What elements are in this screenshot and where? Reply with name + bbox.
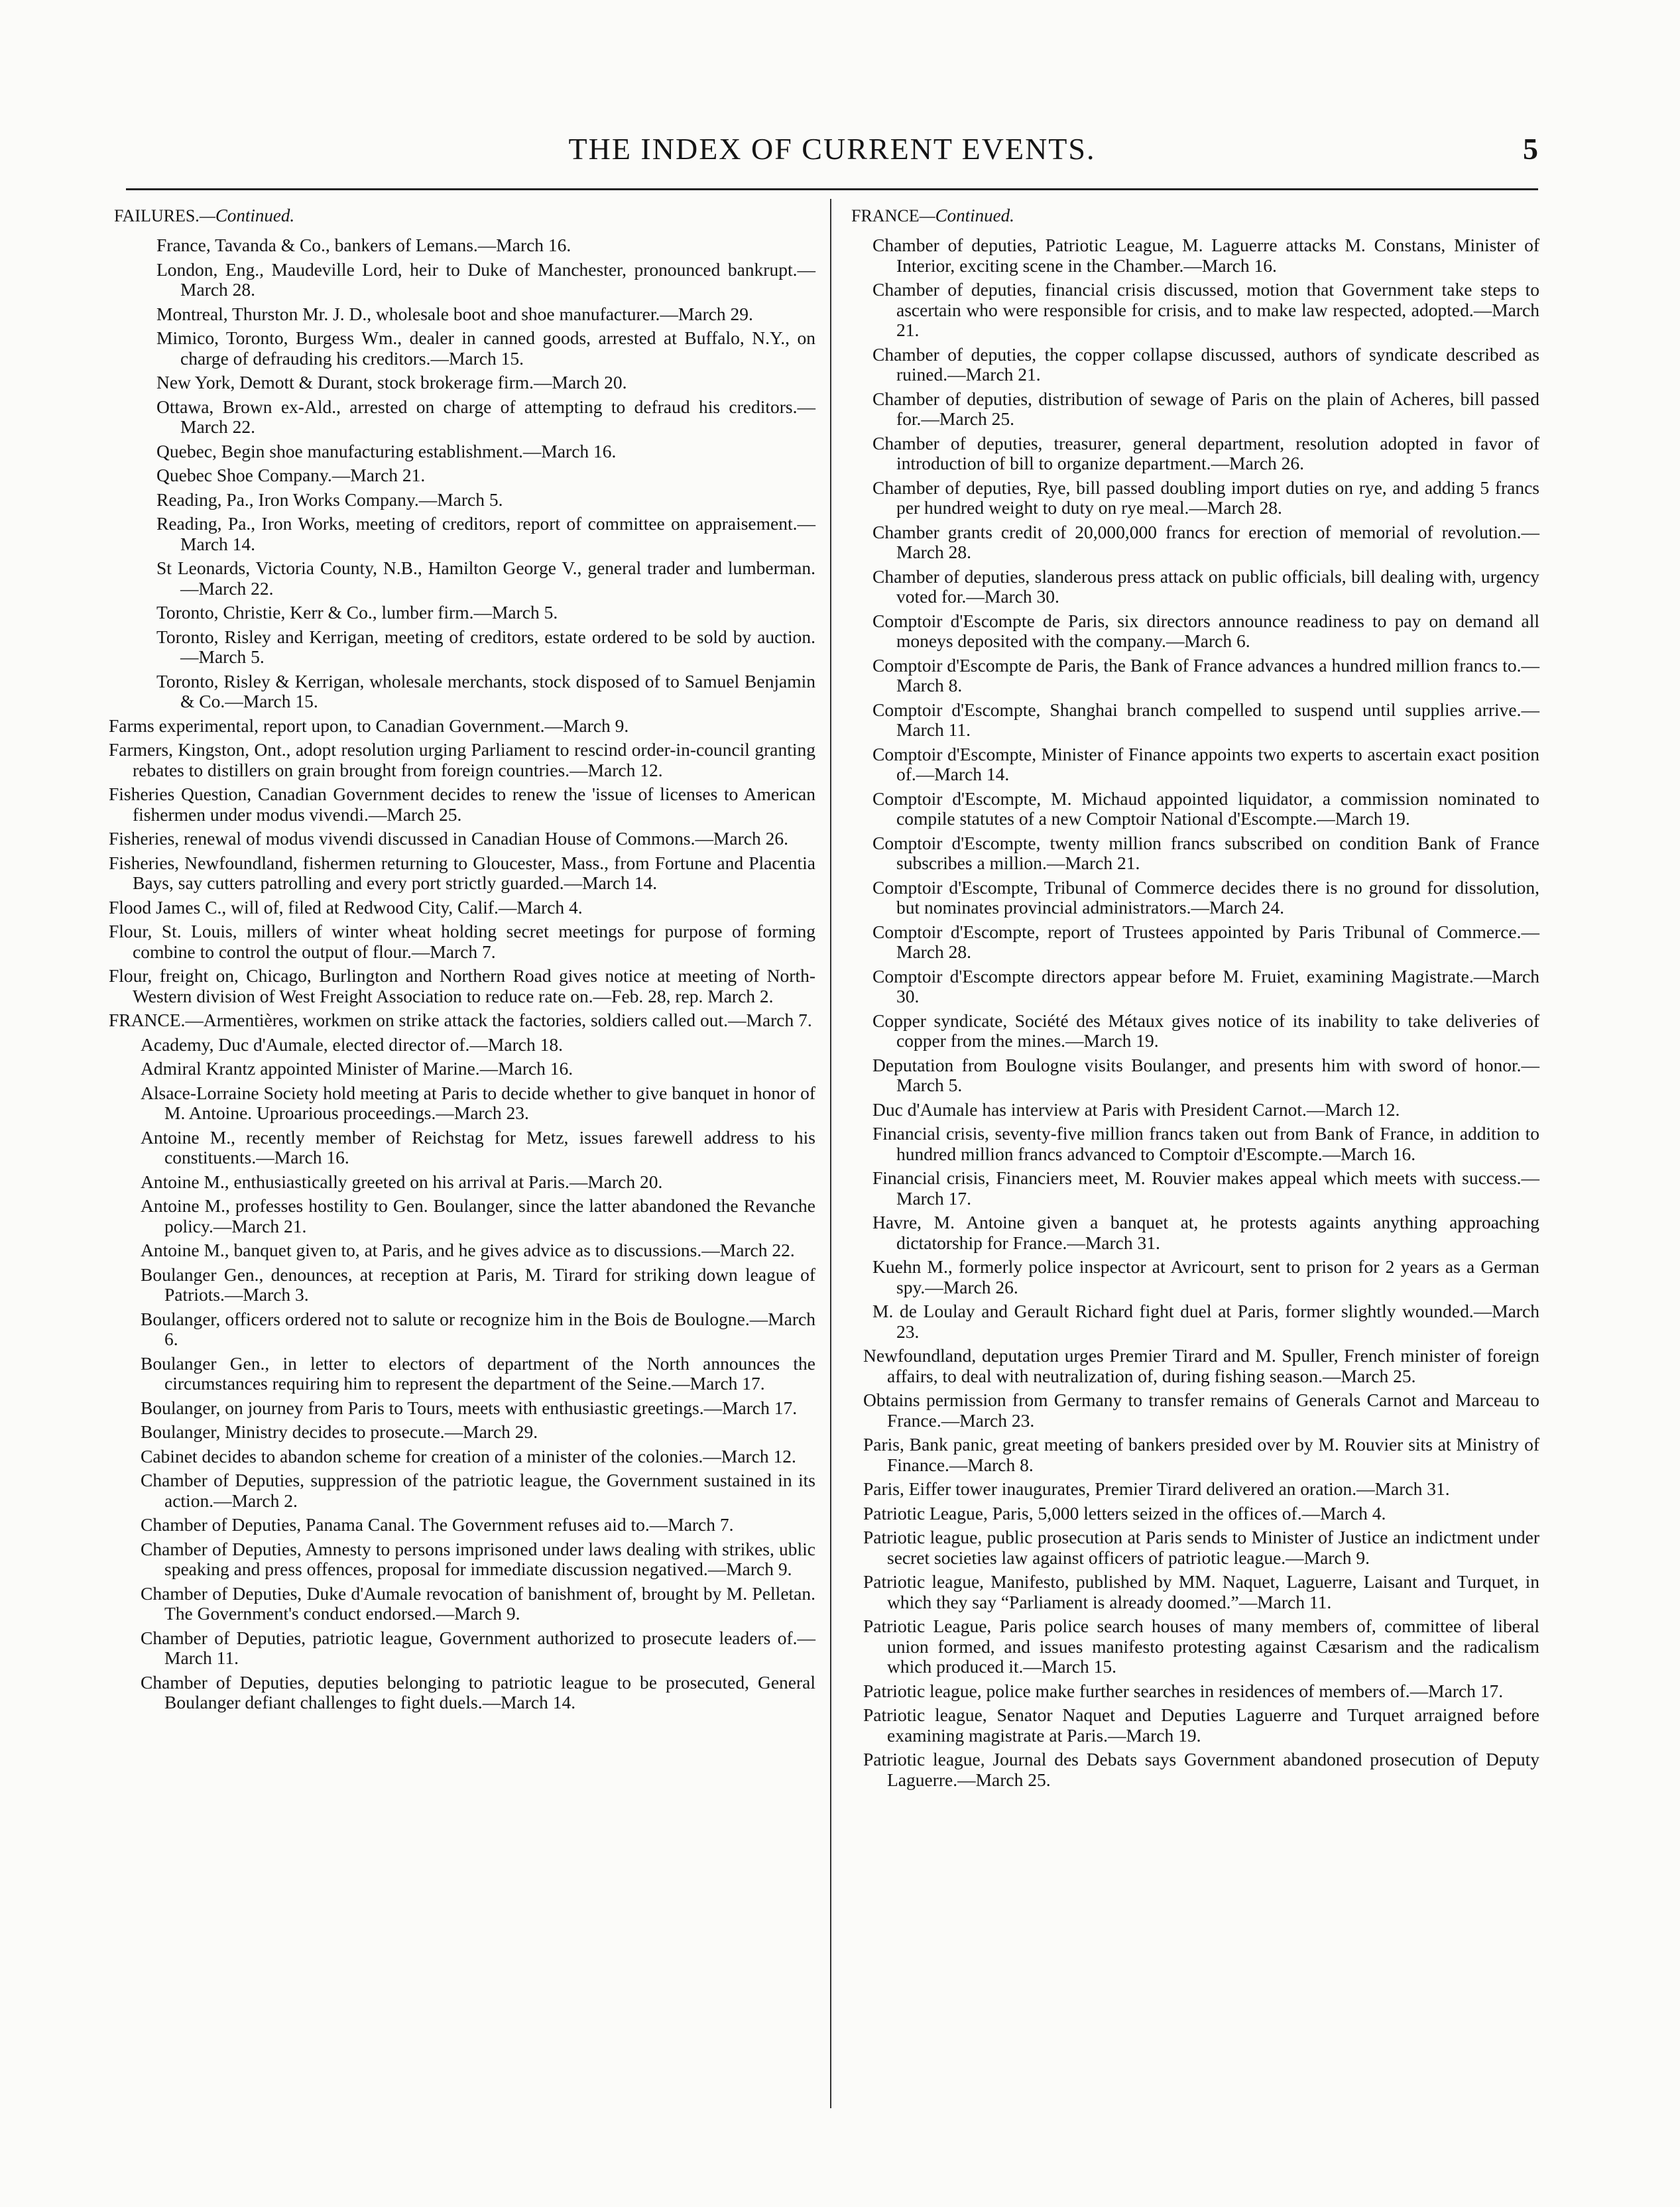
index-entry: Cabinet decides to abandon scheme for creation of a minister of the colonies.—March 12. bbox=[141, 1445, 796, 1466]
right-heading-label: FRANCE bbox=[851, 206, 920, 225]
index-entry: Ottawa, Brown ex-Ald., arrested on charge of attempting to defraud his creditors.—March 22. bbox=[156, 396, 815, 437]
index-entry: Newfoundland, deputation urges Premier Tirard and M. Spuller, French minister of foreign affairs, to deal with neutralization of, during fishing season.—March 25. bbox=[863, 1345, 1539, 1386]
page-number: 5 bbox=[1523, 132, 1538, 166]
index-entry: Chamber of Deputies, patriotic league, Government authorized to prosecute leaders of.—March 11. bbox=[141, 1627, 815, 1668]
index-entry: Duc d'Aumale has interview at Paris with President Carnot.—March 12. bbox=[872, 1099, 1400, 1120]
index-entry: Comptoir d'Escompte directors appear before M. Fruiet, examining Magistrate.—March 30. bbox=[872, 965, 1539, 1006]
index-entry: Toronto, Risley & Kerrigan, wholesale merchants, stock disposed of to Samuel Benjamin & Co.—March 15. bbox=[156, 670, 815, 711]
index-entry: Comptoir d'Escompte, Tribunal of Commerce decides there is no ground for dissolution, but nominates provincial administrators.—March 24. bbox=[872, 876, 1539, 918]
index-entry: Deputation from Boulogne visits Boulanger, and presents him with sword of honor.—March 5. bbox=[872, 1054, 1539, 1095]
right-column-heading bbox=[851, 204, 1539, 227]
index-entry: Copper syndicate, Société des Métaux gives notice of its inability to take deliveries of copper from the mines.—March 19. bbox=[872, 1010, 1539, 1051]
index-entry: Antoine M., recently member of Reichstag for Metz, issues farewell address to his constituents.—March 16. bbox=[141, 1126, 815, 1167]
index-entry: Academy, Duc d'Aumale, elected director of.—March 18. bbox=[141, 1034, 563, 1055]
left-entry-list bbox=[99, 235, 815, 1713]
index-entry: Patriotic league, Manifesto, published by MM. Naquet, Laguerre, Laisant and Turquet, in which they say “Parliament is already doomed.”—March 11. bbox=[863, 1571, 1539, 1612]
index-entry: Chamber of Deputies, suppression of the patriotic league, the Government sustained in its action.—March 2. bbox=[141, 1470, 815, 1511]
index-entry: Patriotic league, Journal des Debats says Government abandoned prosecution of Deputy Laguerre.—March 25. bbox=[863, 1749, 1539, 1790]
index-entry: Mimico, Toronto, Burgess Wm., dealer in canned goods, arrested at Buffalo, N.Y., on charge of defrauding his creditors.—March 15. bbox=[156, 328, 815, 369]
index-entry: Comptoir d'Escompte, twenty million francs subscribed on condition Bank of France subscribes a million.—March 21. bbox=[872, 832, 1539, 873]
index-entry: Boulanger, officers ordered not to salute or recognize him in the Bois de Boulogne.—March 6. bbox=[141, 1308, 815, 1349]
index-entry: Admiral Krantz appointed Minister of Marine.—March 16. bbox=[141, 1058, 573, 1079]
index-entry: Chamber of deputies, treasurer, general department, resolution adopted in favor of introduction of bill to organize department.—March 26. bbox=[872, 432, 1539, 473]
index-entry: France, Tavanda & Co., bankers of Lemans.—March 16. bbox=[156, 235, 571, 255]
left-column bbox=[99, 204, 815, 1717]
index-entry: Comptoir d'Escompte, M. Michaud appointed liquidator, a commission nominated to compile statutes of a new Comptoir National d'Escompte.—March 19. bbox=[872, 788, 1539, 829]
left-heading-continued: —Continued. bbox=[199, 206, 295, 225]
index-entry: Paris, Eiffer tower inaugurates, Premier Tirard delivered an oration.—March 31. bbox=[863, 1478, 1450, 1499]
page-header bbox=[126, 131, 1538, 178]
index-entry: New York, Demott & Durant, stock brokerage firm.—March 20. bbox=[156, 372, 627, 392]
index-entry: Antoine M., professes hostility to Gen. Boulanger, since the latter abandoned the Revanche policy.—March 21. bbox=[141, 1195, 815, 1236]
index-entry: Comptoir d'Escompte, Shanghai branch compelled to suspend until supplies arrive.—March 11. bbox=[872, 699, 1539, 740]
index-entry: Flour, freight on, Chicago, Burlington and Northern Road gives notice at meeting of North-Western division of West Freight Association to reduce rate on.—Feb. 28, rep. March 2. bbox=[109, 965, 815, 1006]
index-entry: Quebec Shoe Company.—March 21. bbox=[156, 465, 426, 485]
index-entry: Chamber of Deputies, Amnesty to persons imprisoned under laws dealing with strikes, ublic speaking and press offences, proposal for immediate discussion negatived.—March 9. bbox=[141, 1538, 815, 1579]
column-divider bbox=[830, 199, 831, 2108]
index-entry: Financial crisis, seventy-five million francs taken out from Bank of France, in addition to hundred million francs advanced to Comptoir d'Escompte.—March 16. bbox=[872, 1123, 1539, 1164]
index-entry: Reading, Pa., Iron Works, meeting of creditors, report of committee on appraisement.—March 14. bbox=[156, 513, 815, 554]
index-entry: Chamber of deputies, distribution of sewage of Paris on the plain of Acheres, bill passed for.—March 25. bbox=[872, 388, 1539, 429]
index-entry: Financial crisis, Financiers meet, M. Rouvier makes appeal which meets with success.—March 17. bbox=[872, 1167, 1539, 1209]
index-entry: Chamber of deputies, financial crisis discussed, motion that Government take steps to ascertain who were responsible for crisis, and to make law respected, adopted.—March 21. bbox=[872, 279, 1539, 340]
index-entry: St Leonards, Victoria County, N.B., Hamilton George V., general trader and lumberman.—March 22. bbox=[156, 558, 815, 599]
index-entry: Chamber of deputies, the copper collapse discussed, authors of syndicate described as ruined.—March 21. bbox=[872, 343, 1539, 385]
index-entry: Chamber of deputies, Patriotic League, M. Laguerre attacks M. Constans, Minister of Interior, exciting scene in the Chamber.—March 16. bbox=[872, 235, 1539, 276]
index-entry: Obtains permission from Germany to transfer remains of Generals Carnot and Marceau to France.—March 23. bbox=[863, 1390, 1539, 1431]
index-entry: Quebec, Begin shoe manufacturing establishment.—March 16. bbox=[156, 440, 617, 461]
left-column-heading bbox=[114, 204, 815, 227]
index-entry: Farmers, Kingston, Ont., adopt resolution urging Parliament to rescind order-in-council granting rebates to distillers on grain brought from foreign countries.—March 12. bbox=[109, 739, 815, 780]
right-heading-continued: —Continued. bbox=[919, 206, 1014, 225]
page-title: THE INDEX OF CURRENT EVENTS. bbox=[568, 132, 1096, 166]
index-entry: Chamber of Deputies, Panama Canal. The Government refuses aid to.—March 7. bbox=[141, 1514, 734, 1535]
index-entry: Farms experimental, report upon, to Canadian Government.—March 9. bbox=[109, 715, 629, 736]
index-entry: Chamber grants credit of 20,000,000 francs for erection of memorial of revolution.—March 28. bbox=[872, 521, 1539, 562]
index-entry: Toronto, Christie, Kerr & Co., lumber firm.—March 5. bbox=[156, 602, 558, 623]
index-entry: Boulanger Gen., denounces, at reception at Paris, M. Tirard for striking down league of Patriots.—March 3. bbox=[141, 1264, 815, 1305]
index-entry: Boulanger, on journey from Paris to Tours, meets with enthusiastic greetings.—March 17. bbox=[141, 1397, 798, 1418]
index-entry: Comptoir d'Escompte, Minister of Finance appoints two experts to ascertain exact position of.—March 14. bbox=[872, 743, 1539, 784]
right-entry-list bbox=[837, 235, 1539, 1790]
header-rule bbox=[126, 188, 1538, 190]
index-entry: Boulanger, Ministry decides to prosecute.—March 29. bbox=[141, 1421, 538, 1442]
index-entry: Comptoir d'Escompte de Paris, the Bank of France advances a hundred million francs to.—March 8. bbox=[872, 654, 1539, 695]
index-entry: M. de Loulay and Gerault Richard fight duel at Paris, former slightly wounded.—March 23. bbox=[872, 1301, 1539, 1342]
index-entry: Montreal, Thurston Mr. J. D., wholesale boot and shoe manufacturer.—March 29. bbox=[156, 303, 753, 324]
index-entry: London, Eng., Maudeville Lord, heir to Duke of Manchester, pronounced bankrupt.—March 28. bbox=[156, 259, 815, 300]
index-entry: Alsace-Lorraine Society hold meeting at Paris to decide whether to give banquet in honor of M. Antoine. Uproarious proceedings.—March 23. bbox=[141, 1082, 815, 1123]
index-entry: Antoine M., banquet given to, at Paris, and he gives advice as to discussions.—March 22. bbox=[141, 1240, 795, 1260]
index-entry: Comptoir d'Escompte de Paris, six directors announce readiness to pay on demand all moneys deposited with the company.—March 6. bbox=[872, 610, 1539, 651]
index-entry: Comptoir d'Escompte, report of Trustees appointed by Paris Tribunal of Commerce.—March 28. bbox=[872, 921, 1539, 962]
index-entry: Havre, M. Antoine given a banquet at, he protests againts anything approaching dictatorship for France.—March 31. bbox=[872, 1212, 1539, 1253]
index-entry: Toronto, Risley and Kerrigan, meeting of creditors, estate ordered to be sold by auction.—March 5. bbox=[156, 626, 815, 667]
index-entry: Patriotic league, Senator Naquet and Deputies Laguerre and Turquet arraigned before examining magistrate at Paris.—March 19. bbox=[863, 1704, 1539, 1746]
index-entry: Patriotic league, police make further searches in residences of members of.—March 17. bbox=[863, 1680, 1504, 1701]
right-column bbox=[837, 204, 1539, 1794]
index-entry: Fisheries, renewal of modus vivendi discussed in Canadian House of Commons.—March 26. bbox=[109, 828, 788, 849]
index-entry: Paris, Bank panic, great meeting of bankers presided over by M. Rouvier sits at Ministry of Finance.—March 8. bbox=[863, 1434, 1539, 1475]
index-entry: Chamber of deputies, slanderous press attack on public officials, bill dealing with, urgency voted for.—March 30. bbox=[872, 566, 1539, 607]
index-entry: Patriotic League, Paris police search houses of many members of, committee of liberal union formed, and issues manifesto protesting against Cæsarism and the radicalism which produced it.—March 15. bbox=[863, 1616, 1539, 1677]
index-entry: Boulanger Gen., in letter to electors of department of the North announces the circumstances requiring him to represent the department of the Seine.—March 17. bbox=[141, 1352, 815, 1394]
index-entry: Patriotic League, Paris, 5,000 letters seized in the offices of.—March 4. bbox=[863, 1502, 1386, 1523]
index-entry: Chamber of Deputies, Duke d'Aumale revocation of banishment of, brought by M. Pelletan. The Government's conduct endorsed.—March 9. bbox=[141, 1582, 815, 1624]
left-heading-label: FAILURES. bbox=[114, 206, 200, 225]
index-entry: Antoine M., enthusiastically greeted on his arrival at Paris.—March 20. bbox=[141, 1171, 663, 1192]
index-entry: Flour, St. Louis, millers of winter wheat holding secret meetings for purpose of forming combine to control the output of flour.—March 7. bbox=[109, 921, 815, 962]
index-entry: Reading, Pa., Iron Works Company.—March 5. bbox=[156, 489, 503, 510]
index-entry: Fisheries, Newfoundland, fishermen returning to Gloucester, Mass., from Fortune and Placentia Bays, say cutters patrolling and every port strictly guarded.—March 14. bbox=[109, 852, 815, 893]
index-entry: Flood James C., will of, filed at Redwood City, Calif.—March 4. bbox=[109, 896, 583, 918]
index-entry: Patriotic league, public prosecution at Paris sends to Minister of Justice an indictment under secret societies law against officers of patriotic league.—March 9. bbox=[863, 1527, 1539, 1568]
index-entry: Fisheries Question, Canadian Government decides to renew the 'issue of licenses to American fishermen under modus vivendi.—March 25. bbox=[109, 784, 815, 825]
index-entry: FRANCE.—Armentières, workmen on strike attack the factories, soldiers called out.—March 7. bbox=[109, 1010, 812, 1030]
index-entry: Chamber of Deputies, deputies belonging to patriotic league to be prosecuted, General Boulanger defiant challenges to fight duels.—March 14. bbox=[141, 1671, 815, 1712]
index-entry: Kuehn M., formerly police inspector at Avricourt, sent to prison for 2 years as a German spy.—March 26. bbox=[872, 1256, 1539, 1297]
index-entry: Chamber of deputies, Rye, bill passed doubling import duties on rye, and adding 5 francs per hundred weight to duty on rye meal.—March 28. bbox=[872, 477, 1539, 518]
